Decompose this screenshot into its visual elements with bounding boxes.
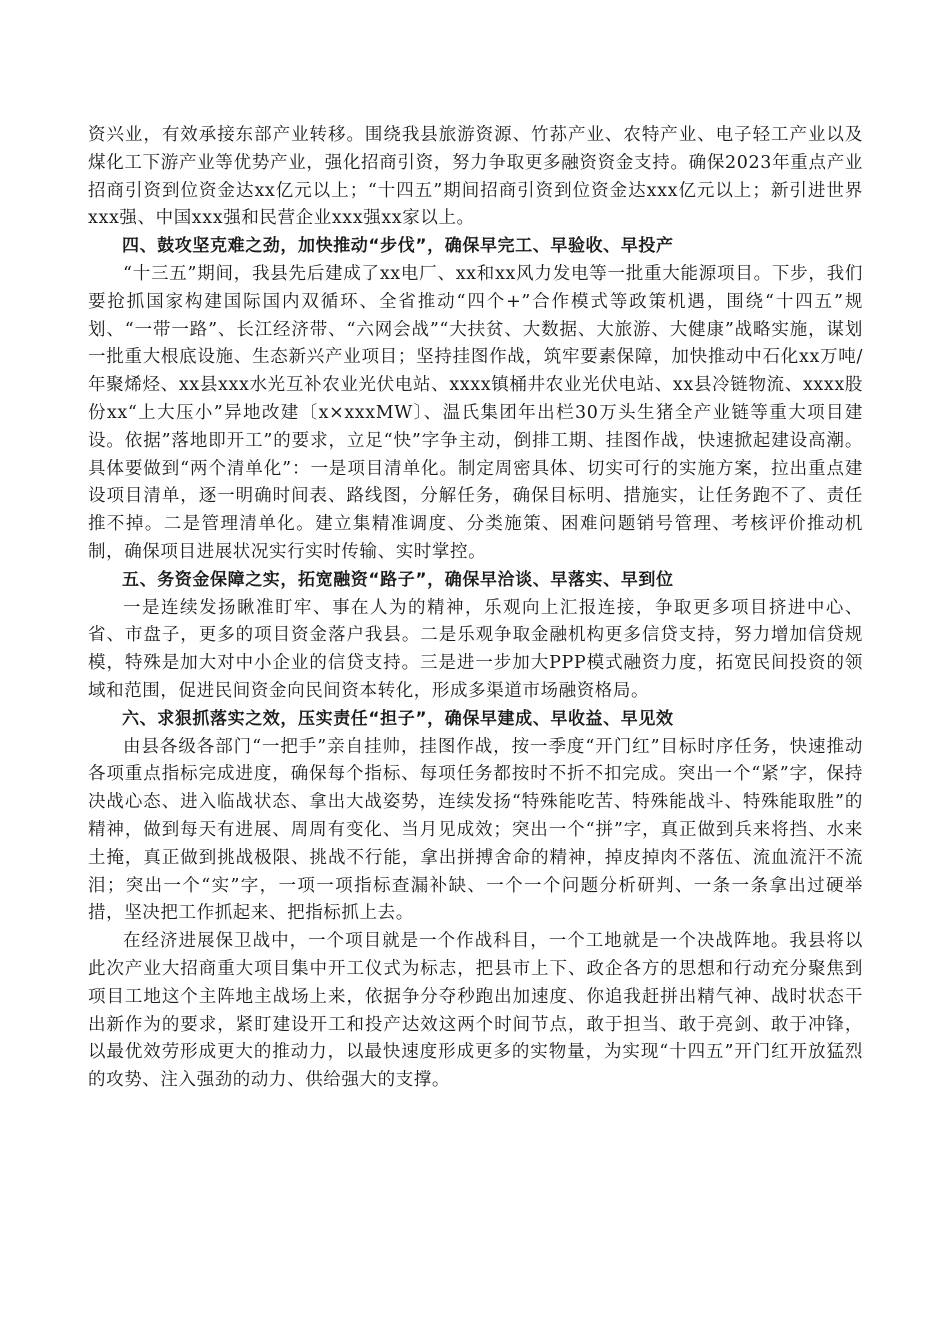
- section-heading-4: 四、鼓攻坚克难之劲，加快推动“步伐”，确保早完工、早验收、早投产: [122, 236, 674, 257]
- paragraph-section-6-body: 由县各级各部门“一把手”亲自挂帅，挂图作战，按一季度“开门红”目标时序任务，快速推动各项重点指标完成进度，确保每个指标、每项任务都按时不折不扣完成。突出一个“紧”字，保持决战心态、进入临战状态、拿出大战姿势，连续发扬“特殊能吃苦、特殊能战斗、特殊能取胜”的精神，做到每天有进展、周周有变化、当月见成效；突出一个“拼”字，真正做到兵来将挡、水来土掩，真正做到挑战极限、挑战不行能，拿出拼搏舍命的精神，掉皮掉肉不落伍、流血流汗不流泪；突出一个“实”字，一项一项指标查漏补缺、一个一个问题分析研判、一条一条拿出过硬举措，坚决把工作抓起来、把指标抓上去。: [88, 736, 863, 924]
- section-heading-6: 六、求狠抓落实之效，压实责任“担子”，确保早建成、早收益、早见效: [122, 708, 674, 729]
- paragraph-intro-continuation: 资兴业，有效承接东部产业转移。围绕我县旅游资源、竹荪产业、农特产业、电子轻工产业以及煤化工下游产业等优势产业，强化招商引资，努力争取更多融资资金支持。确保2023年重点产业招商引资到位资金达xx亿元以上；“十四五”期间招商引资到位资金达xxx亿元以上；新引进世界xxx强、中国xxx强和民营企业xxx强xx家以上。: [88, 125, 863, 229]
- document-page: [88, 122, 863, 1095]
- paragraph-section-5-body: 一是连续发扬瞅准盯牢、事在人为的精神，乐观向上汇报连接，争取更多项目挤进中心、省、市盘子，更多的项目资金落户我县。二是乐观争取金融机构更多信贷支持，努力增加信贷规模，特殊是加大对中小企业的信贷支持。三是进一步加大PPP模式融资力度，拓宽民间投资的领域和范围，促进民间资金向民间资本转化，形成多渠道市场融资格局。: [88, 597, 863, 701]
- paragraph-conclusion: 在经济进展保卫战中，一个项目就是一个作战科目，一个工地就是一个决战阵地。我县将以此次产业大招商重大项目集中开工仪式为标志，把县市上下、政企各方的思想和行动充分聚焦到项目工地这个主阵地主战场上来，依据争分夺秒跑出加速度、你追我赶拼出精气神、战时状态干出新作为的要求，紧盯建设开工和投产达效这两个时间节点，敢于担当、敢于亮剑、敢于冲锋，以最优效劳形成更大的推动力，以最快速度形成更多的实物量，为实现“十四五”开门红开放猛烈的攻势、注入强劲的动力、供给强大的支撑。: [88, 931, 863, 1091]
- section-heading-5: 五、务资金保障之实，拓宽融资“路子”，确保早洽谈、早落实、早到位: [122, 569, 674, 590]
- paragraph-section-4-body: “十三五”期间，我县先后建成了xx电厂、xx和xx风力发电等一批重大能源项目。下步，我们要抢抓国家构建国际国内双循环、全省推动“四个+”合作模式等政策机遇，围绕“十四五”规划、“一带一路”、长江经济带、“六网会战”“大扶贫、大数据、大旅游、大健康”战略实施，谋划一批重大根底设施、生态新兴产业项目；坚持挂图作战，筑牢要素保障，加快推动中石化xx万吨/年聚烯烃、xx县xxx水光互补农业光伏电站、xxxx镇桶井农业光伏电站、xx县冷链物流、xxxx股份xx“上大压小”异地改建〔x×xxxMW〕、温氏集团年出栏30万头生猪全产业链等重大项目建设。依据”落地即开工”的要求，立足“快”字争主动，倒排工期、挂图作战，快速掀起建设高潮。具体要做到“两个清单化”：一是项目清单化。制定周密具体、切实可行的实施方案，拉出重点建设项目清单，逐一明确时间表、路线图，分解任务，确保目标明、措施实，让任务跑不了、责任推不掉。二是管理清单化。建立集精准调度、分类施策、困难问题销号管理、考核评价推动机制，确保项目进展状况实行实时传输、实时掌控。: [88, 263, 863, 562]
